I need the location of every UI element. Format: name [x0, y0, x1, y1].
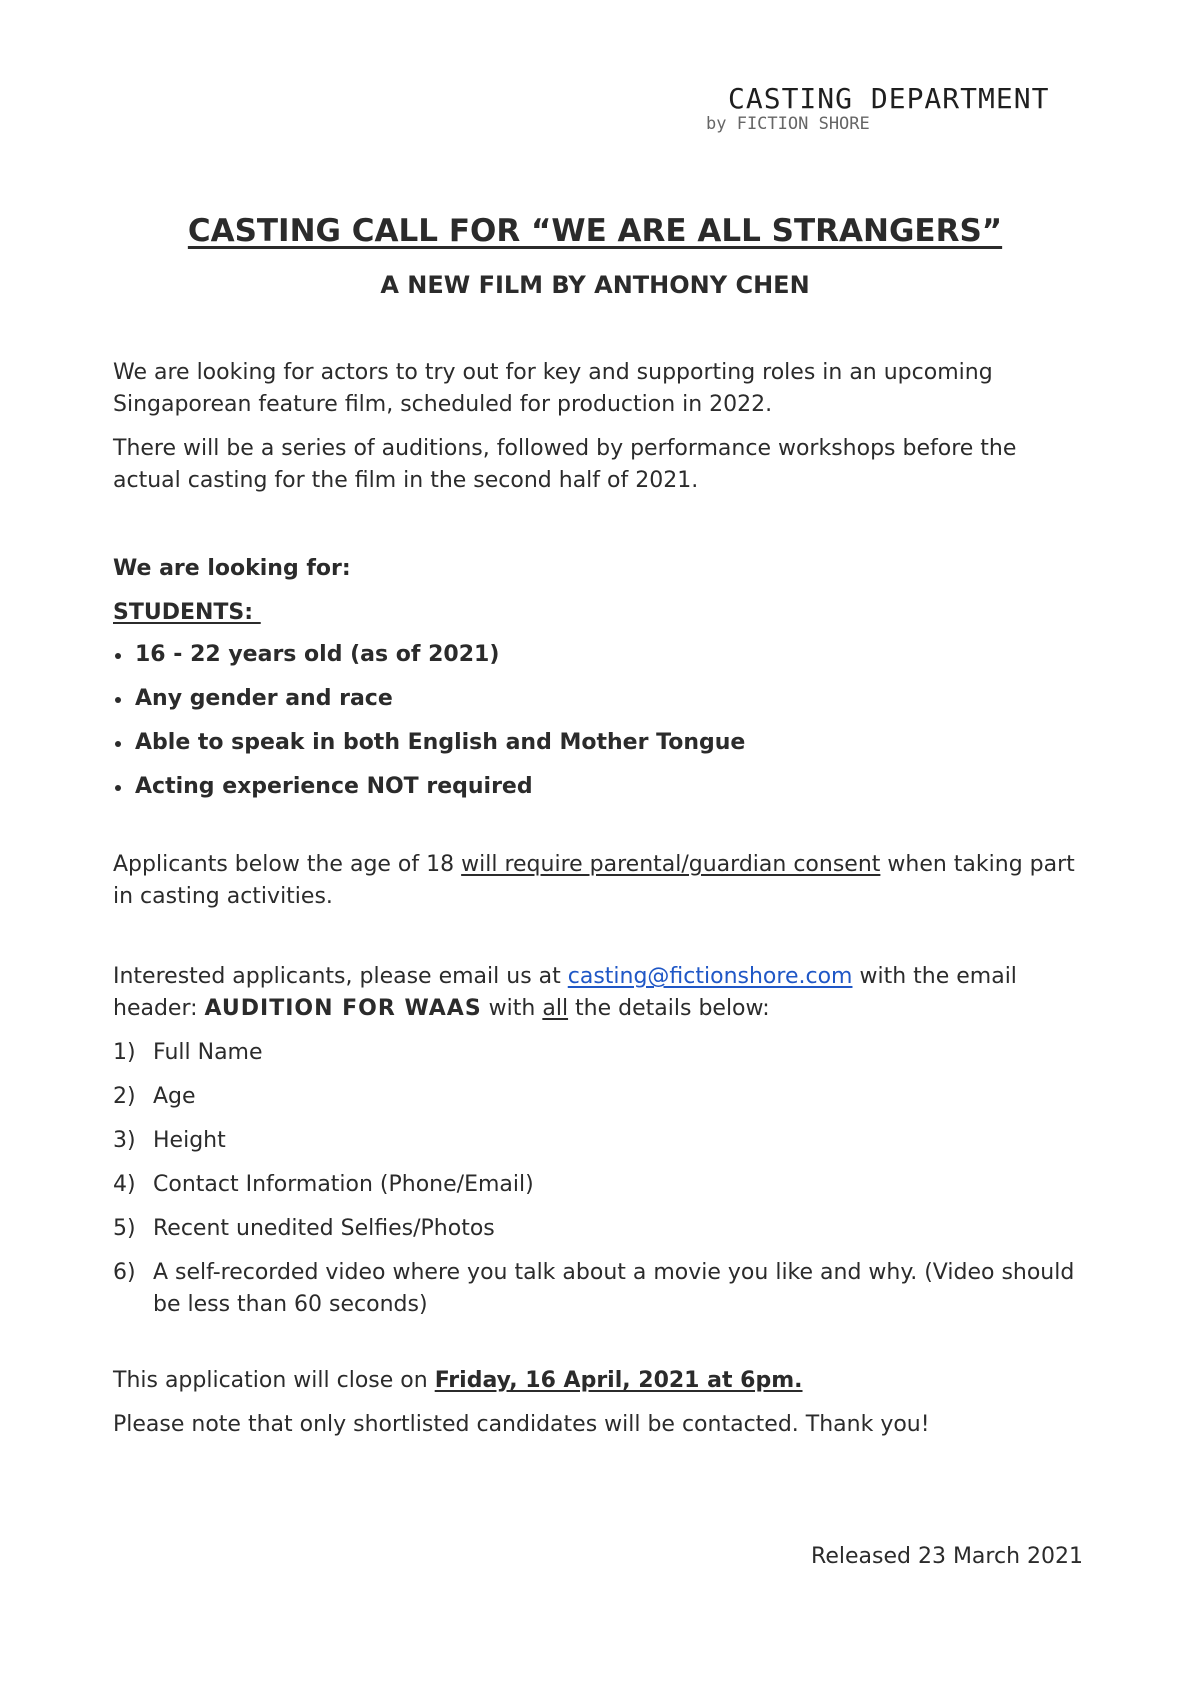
document-body [113, 357, 1088, 1441]
intro-paragraph-1: We are looking for actors to try out for key and supporting roles in an upcoming Singaporean feature film, scheduled for production in 2022. [113, 360, 993, 417]
criteria-list [113, 639, 1088, 803]
details-list [113, 1037, 1088, 1321]
list-item: 3) Height [113, 1128, 226, 1153]
bullet-icon [115, 741, 121, 747]
list-item: 16 - 22 years old (as of 2021) [135, 639, 1088, 671]
list-item: 5) Recent unedited Selfies/Photos [113, 1216, 495, 1241]
closing-paragraph: This application will close on Friday, 16 April, 2021 at 6pm. [113, 1368, 803, 1393]
list-item: Any gender and race [135, 683, 1088, 715]
list-item: 1) Full Name [113, 1040, 263, 1065]
bullet-icon [115, 785, 121, 791]
department-header [706, 82, 1088, 134]
category-heading: STUDENTS: [113, 600, 261, 625]
page-subtitle: A NEW FILM BY ANTHONY CHEN [380, 271, 810, 299]
list-item: Acting experience NOT required [135, 771, 1088, 803]
email-link[interactable]: casting@fictionshore.com [567, 964, 853, 989]
looking-for-heading: We are looking for: [113, 556, 351, 581]
apply-paragraph: Interested applicants, please email us at casting@fictionshore.com with the email header: AUDITION FOR WAAS with all the details below: [113, 964, 1024, 1021]
shortlist-note: Please note that only shortlisted candidates will be contacted. Thank you! [113, 1412, 930, 1437]
list-item: Able to speak in both English and Mother Tongue [135, 727, 1088, 759]
consent-paragraph: Applicants below the age of 18 will require parental/guardian consent when taking part in casting activities. [113, 852, 1082, 909]
release-date: Released 23 March 2021 [811, 1544, 1083, 1569]
bullet-icon [115, 697, 121, 703]
all-emphasis: all [542, 996, 569, 1021]
list-item: 6) A self-recorded video where you talk about a movie you like and why. (Video should be less than 60 seconds) [113, 1260, 1075, 1317]
email-header-text: AUDITION FOR WAAS [204, 996, 482, 1021]
list-item: 4) Contact Information (Phone/Email) [113, 1172, 534, 1197]
department-title: CASTING DEPARTMENT [728, 82, 1050, 115]
list-item: 2) Age [113, 1084, 196, 1109]
closing-date: Friday, 16 April, 2021 at 6pm. [434, 1368, 803, 1393]
page-title: CASTING CALL FOR “WE ARE ALL STRANGERS” [187, 213, 1003, 249]
bullet-icon [115, 653, 121, 659]
consent-requirement: will require parental/guardian consent [461, 852, 881, 877]
department-byline: by FICTION SHORE [706, 114, 870, 134]
intro-paragraph-2: There will be a series of auditions, followed by performance workshops before the actual casting for the film in the second half of 2021. [113, 436, 1017, 493]
